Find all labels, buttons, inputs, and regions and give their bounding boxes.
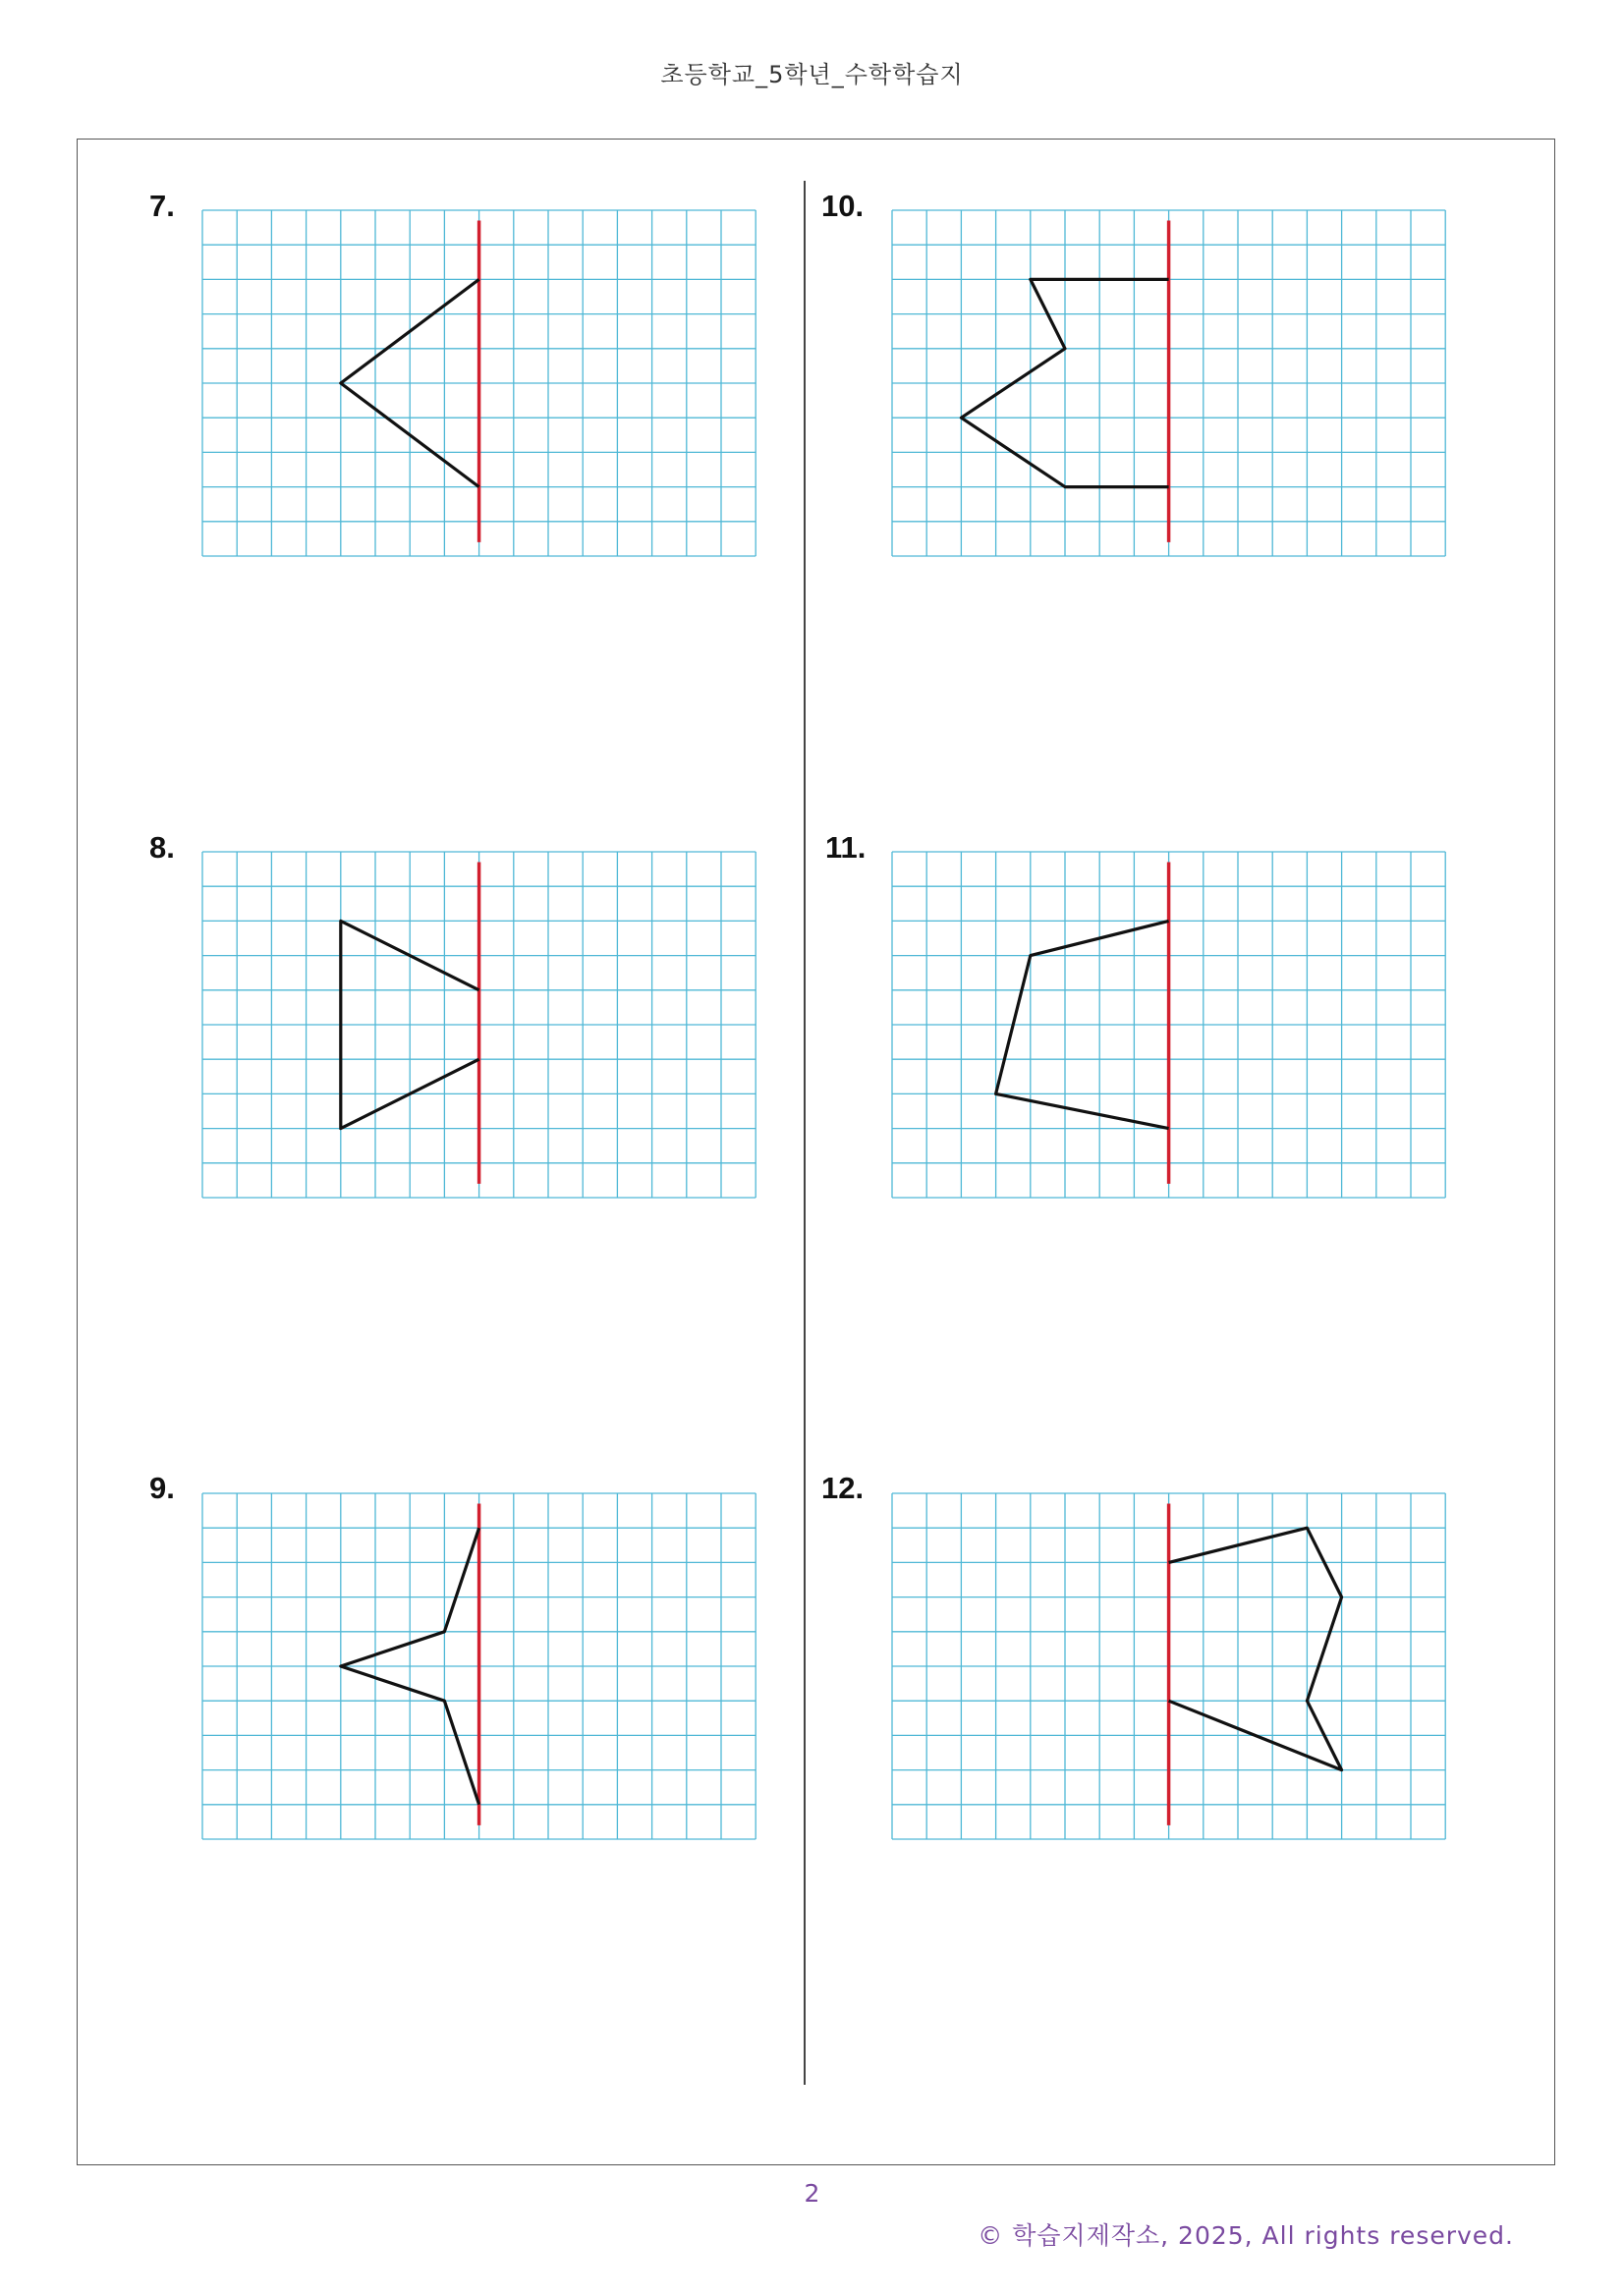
symmetry-grid-10 (891, 209, 1444, 557)
symmetry-grid-12 (891, 1492, 1444, 1840)
symmetry-grid-11 (891, 851, 1444, 1199)
problem-number-9: 9. (149, 1471, 175, 1505)
symmetry-grid-8 (201, 851, 755, 1199)
column-divider (804, 181, 806, 2085)
problem-number-11: 11. (825, 830, 867, 865)
symmetry-grid-7 (201, 209, 755, 557)
problem-number-8: 8. (149, 830, 175, 865)
symmetry-grid-9 (201, 1492, 755, 1840)
problem-number-10: 10. (821, 189, 865, 223)
half-shape-outline (1169, 1528, 1342, 1769)
copyright-notice: © 학습지제작소, 2025, All rights reserved. (978, 2221, 1514, 2250)
page-number: 2 (804, 2179, 820, 2208)
problem-number-7: 7. (149, 189, 175, 223)
problem-number-12: 12. (821, 1471, 865, 1505)
page-header-title: 초등학교_5학년_수학학습지 (660, 61, 964, 88)
